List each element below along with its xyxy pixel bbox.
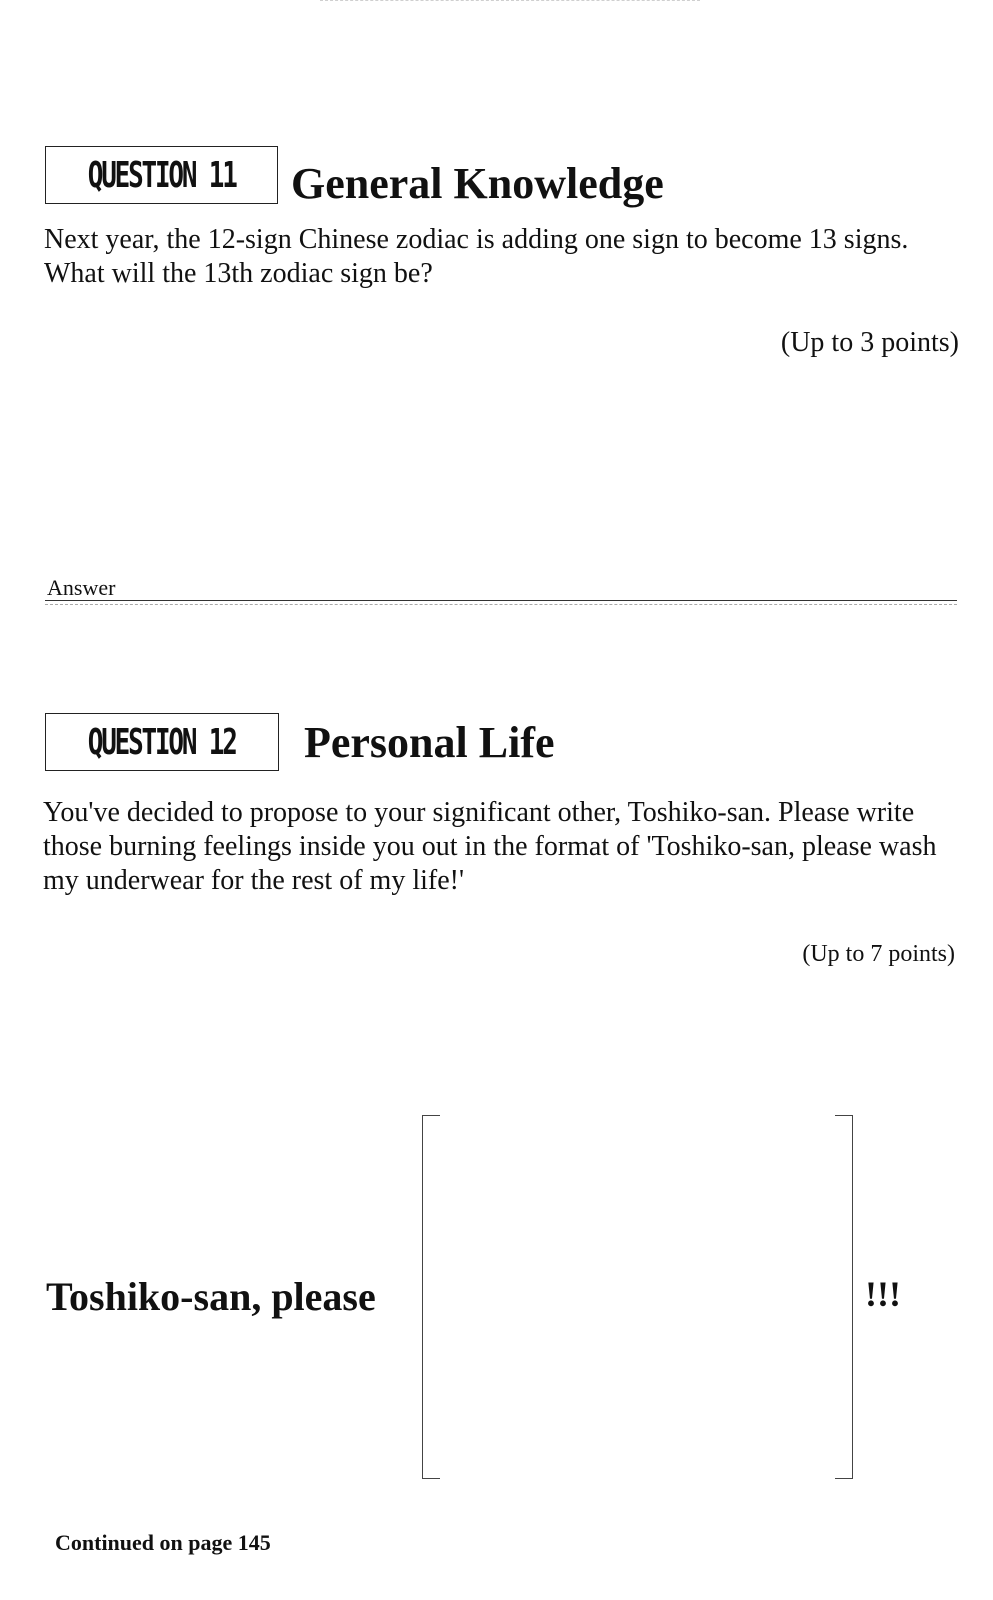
answer-bracket-right [835, 1115, 853, 1479]
question-12-points: (Up to 7 points) [802, 941, 955, 967]
page-top-edge [320, 0, 700, 3]
question-11-label: QUESTION 11 [87, 154, 236, 196]
proposal-prompt-start: Toshiko-san, please [46, 1274, 376, 1319]
question-11-points: (Up to 3 points) [780, 327, 959, 358]
proposal-prompt-end: !!! [865, 1274, 901, 1314]
continued-note: Continued on page 145 [55, 1530, 271, 1555]
question-12-label-box [45, 713, 279, 771]
question-11-text: Next year, the 12-sign Chinese zodiac is adding one sign to become 13 signs. What will the 13th zodiac sign be? [44, 224, 909, 289]
question-12-label: QUESTION 12 [88, 721, 236, 763]
question-12-text: You've decided to propose to your significant other, Toshiko-san. Please write those burning feelings inside you out in the format of 'Toshiko-san, please wash my underwear for the rest of my life!' [43, 797, 937, 896]
question-11-title: General Knowledge [291, 159, 664, 208]
answer-label: Answer [47, 575, 116, 600]
question-11-label-box [45, 146, 278, 204]
answer-line-shadow [45, 604, 957, 605]
answer-line[interactable] [45, 600, 957, 601]
answer-bracket-left [422, 1115, 440, 1479]
question-12-title: Personal Life [304, 718, 555, 767]
